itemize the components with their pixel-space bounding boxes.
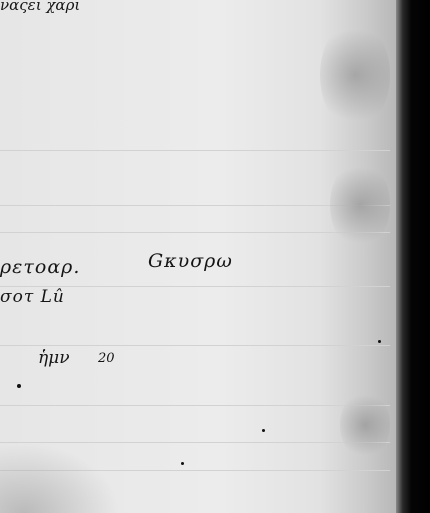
ink-dot — [181, 462, 184, 465]
line-3-number: 20 — [98, 351, 115, 366]
stain — [330, 160, 390, 250]
top-fragment-text: ναςει χαρι — [0, 0, 81, 14]
page-rule — [0, 405, 390, 406]
water-stain — [0, 443, 120, 513]
ink-dot — [378, 340, 381, 343]
line-2-text: σοτ Lû — [0, 287, 65, 307]
stain — [340, 390, 390, 460]
page-rule — [0, 345, 390, 346]
page-rule — [0, 232, 390, 233]
ink-dot — [17, 384, 21, 388]
line-3-word: ἡμν — [38, 348, 70, 368]
page-rule — [0, 150, 390, 151]
ink-dot — [262, 429, 265, 432]
book-spine — [396, 0, 430, 513]
stain — [320, 20, 390, 130]
line-1-left-text: ρετοαρ. — [0, 256, 81, 278]
line-1-right-text: Gκυσρω — [148, 250, 233, 272]
